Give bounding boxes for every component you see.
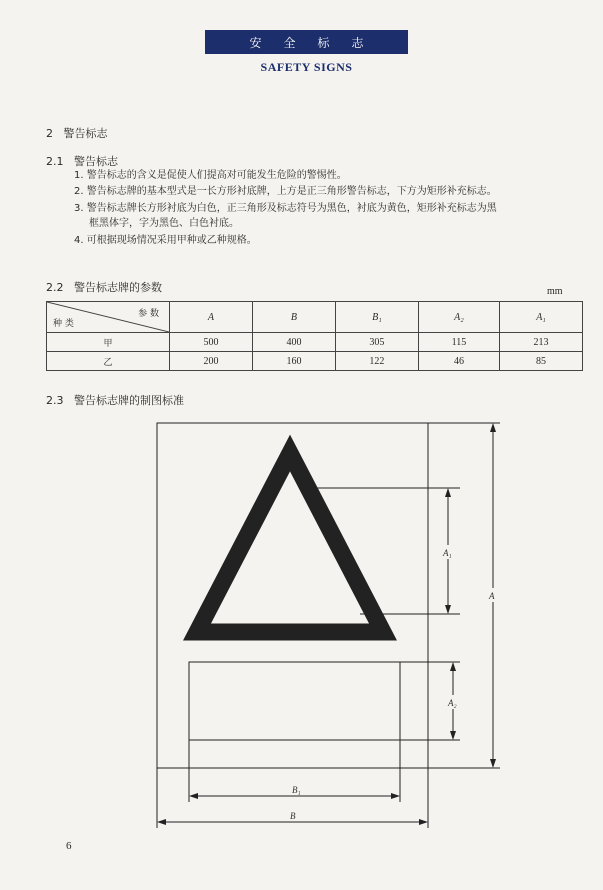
list-item: 4. 可根据现场情况采用甲种或乙种规格。 [74,235,257,246]
list-item: 2. 警告标志牌的基本型式是一长方形衬底牌，上方是正三角形警告标志，下方为矩形补充标志。 [74,186,497,197]
section-number: 2 [46,127,53,140]
dim-label-A2: A₂ [448,698,457,708]
subsection-title: 警告标志牌的制图标准 [74,394,184,407]
table-cell: 200 [170,352,253,371]
table-cell: 85 [500,352,583,371]
column-header: A [170,302,253,333]
table-cell: 122 [335,352,418,371]
row-label: 甲 [47,333,170,352]
subsection-number: 2.1 [46,155,64,168]
supplementary-sign-box [189,662,400,740]
subsection-title: 警告标志牌的参数 [74,281,162,294]
dim-label-B: B [290,811,296,821]
page-number: 6 [66,840,72,852]
list-item: 1. 警告标志的含义是促使人们提高对可能发生危险的警惕性。 [74,170,347,181]
dim-label-B1: B₁ [292,785,301,795]
header-banner: 安全标志 [205,30,408,54]
column-header: B [252,302,335,333]
column-header: A₁ [500,302,583,333]
table-cell: 160 [252,352,335,371]
table-cell: 500 [170,333,253,352]
subsection-number: 2.2 [46,281,64,294]
table-cell: 213 [500,333,583,352]
section-title: 警告标志 [63,127,108,140]
corner-label-kind: 种 类 [53,319,74,329]
warning-triangle [197,453,383,632]
row-label: 乙 [47,352,170,371]
dim-label-A1: A₁ [443,548,452,558]
header-subtitle: SAFETY SIGNS [260,60,353,74]
table-unit: mm [547,286,563,297]
corner-label-params: 参 数 [138,309,159,319]
table-cell: 305 [335,333,418,352]
subsection-title: 警告标志 [74,155,118,168]
table-cell: 46 [418,352,499,371]
list-item: 3. 警告标志牌长方形衬底为白色，正三角形及标志符号为黑色，衬底为黄色，矩形补充标志为黑 [74,203,497,214]
column-header: B₁ [335,302,418,333]
column-header: A₂ [418,302,499,333]
list-item: 框黑体字，字为黑色、白色衬底。 [89,218,239,229]
table-cell: 115 [418,333,499,352]
dim-label-A: A [489,591,495,601]
table-cell: 400 [252,333,335,352]
subsection-number: 2.3 [46,394,64,407]
